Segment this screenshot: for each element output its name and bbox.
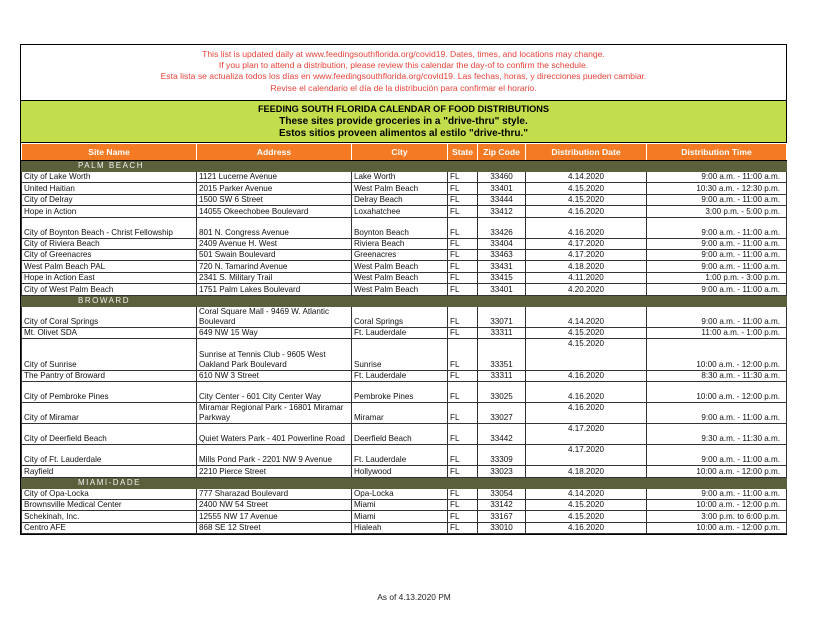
distribution-date-cell: 4.14.2020: [526, 306, 647, 327]
distribution-date-cell: 4.15.2020: [526, 183, 647, 194]
distribution-table: [21, 143, 787, 534]
site-name-cell: Brownsville Medical Center: [22, 500, 197, 511]
address-cell: 501 Swain Boulevard: [197, 249, 352, 260]
site-name-cell: Hope in Action East: [22, 272, 197, 283]
city-cell: Miami: [352, 511, 448, 522]
address-cell: 2341 S. Military Trail: [197, 272, 352, 283]
distribution-time-cell: 9:00 a.m. - 11:00 a.m.: [647, 445, 787, 466]
zip-code-cell: 33463: [478, 249, 526, 260]
distribution-time-cell: 1:00 p.m. - 3:00 p.m.: [647, 272, 787, 283]
distribution-date-cell: 4.20.2020: [526, 284, 647, 295]
column-header-site-name: Site Name: [22, 144, 197, 161]
region-label: BROWARD: [22, 295, 787, 306]
state-cell: FL: [448, 172, 478, 183]
distribution-date-cell: 4.11.2020: [526, 272, 647, 283]
zip-code-cell: 33412: [478, 206, 526, 217]
state-cell: FL: [448, 217, 478, 238]
state-cell: FL: [448, 522, 478, 533]
distribution-time-cell: 9:30 a.m. - 11:30 a.m.: [647, 424, 787, 445]
site-name-cell: Schekinah, Inc.: [22, 511, 197, 522]
site-name-cell: City of Riviera Beach: [22, 238, 197, 249]
city-cell: Ft. Lauderdale: [352, 327, 448, 338]
distribution-time-cell: 10:00 a.m. - 12:00 p.m.: [647, 382, 787, 403]
zip-code-cell: 33309: [478, 445, 526, 466]
table-row: [22, 306, 787, 327]
city-cell: West Palm Beach: [352, 183, 448, 194]
column-header-state: State: [448, 144, 478, 161]
city-cell: West Palm Beach: [352, 284, 448, 295]
column-header-distribution-time: Distribution Time: [647, 144, 787, 161]
city-cell: Miramar: [352, 403, 448, 424]
distribution-time-cell: 9:00 a.m. - 11:00 a.m.: [647, 249, 787, 260]
table-row: [22, 466, 787, 477]
table-row: [22, 249, 787, 260]
column-header-distribution-date: Distribution Date: [526, 144, 647, 161]
distribution-date-cell: 4.15.2020: [526, 511, 647, 522]
calendar-subtitle-es: Estos sitios proveen alimentos al estilo "drive-thru.": [279, 128, 528, 140]
address-cell: 610 NW 3 Street: [197, 370, 352, 381]
distribution-time-cell: 9:00 a.m. - 11:00 a.m.: [647, 403, 787, 424]
site-name-cell: Mt. Olivet SDA: [22, 327, 197, 338]
distribution-time-cell: 11:00 a.m. - 1:00 p.m.: [647, 327, 787, 338]
distribution-time-cell: 10:30 a.m. - 12:30 p.m.: [647, 183, 787, 194]
distribution-time-cell: 10:00 a.m. - 12:00 p.m.: [647, 338, 787, 370]
address-cell: 868 SE 12 Street: [197, 522, 352, 533]
state-cell: FL: [448, 183, 478, 194]
table-row: [22, 206, 787, 217]
state-cell: FL: [448, 488, 478, 499]
distribution-time-cell: 9:00 a.m. - 11:00 a.m.: [647, 238, 787, 249]
city-cell: Opa-Locka: [352, 488, 448, 499]
city-cell: Sunrise: [352, 338, 448, 370]
address-cell: Coral Square Mall - 9469 W. Atlantic Boulevard: [197, 306, 352, 327]
table-body: [22, 161, 787, 534]
state-cell: FL: [448, 338, 478, 370]
address-cell: 12555 NW 17 Avenue: [197, 511, 352, 522]
distribution-date-cell: 4.16.2020: [526, 217, 647, 238]
table-row: [22, 183, 787, 194]
site-name-cell: Rayfield: [22, 466, 197, 477]
table-row: [22, 172, 787, 183]
table-row: [22, 370, 787, 381]
distribution-date-cell: 4.18.2020: [526, 261, 647, 272]
city-cell: Deerfield Beach: [352, 424, 448, 445]
distribution-time-cell: 10:00 a.m. - 12:00 p.m.: [647, 500, 787, 511]
address-cell: 649 NW 15 Way: [197, 327, 352, 338]
zip-code-cell: 33426: [478, 217, 526, 238]
address-cell: Quiet Waters Park - 401 Powerline Road: [197, 424, 352, 445]
zip-code-cell: 33027: [478, 403, 526, 424]
state-cell: FL: [448, 327, 478, 338]
zip-code-cell: 33460: [478, 172, 526, 183]
state-cell: FL: [448, 306, 478, 327]
zip-code-cell: 33311: [478, 370, 526, 381]
zip-code-cell: 33311: [478, 327, 526, 338]
distribution-date-cell: 4.16.2020: [526, 522, 647, 533]
table-row: [22, 327, 787, 338]
zip-code-cell: 33401: [478, 284, 526, 295]
update-notice: [21, 45, 786, 101]
state-cell: FL: [448, 261, 478, 272]
address-cell: 2210 Pierce Street: [197, 466, 352, 477]
distribution-date-cell: 4.17.2020: [526, 238, 647, 249]
site-name-cell: City of Opa-Locka: [22, 488, 197, 499]
address-cell: 801 N. Congress Avenue: [197, 217, 352, 238]
address-cell: 1121 Lucerne Avenue: [197, 172, 352, 183]
state-cell: FL: [448, 370, 478, 381]
table-row: [22, 522, 787, 533]
distribution-time-cell: 10:00 a.m. - 12:00 p.m.: [647, 466, 787, 477]
state-cell: FL: [448, 194, 478, 205]
table-header-row: [22, 144, 787, 161]
city-cell: Hollywood: [352, 466, 448, 477]
zip-code-cell: 33431: [478, 261, 526, 272]
region-label: PALM BEACH: [22, 161, 787, 172]
city-cell: West Palm Beach: [352, 272, 448, 283]
distribution-date-cell: 4.15.2020: [526, 327, 647, 338]
table-row: [22, 500, 787, 511]
address-cell: Sunrise at Tennis Club - 9605 West Oakland Park Boulevard: [197, 338, 352, 370]
site-name-cell: City of Pembroke Pines: [22, 382, 197, 403]
distribution-date-cell: 4.18.2020: [526, 466, 647, 477]
address-cell: 2400 NW 54 Street: [197, 500, 352, 511]
table-row: [22, 338, 787, 370]
address-cell: Mills Pond Park - 2201 NW 9 Avenue: [197, 445, 352, 466]
distribution-date-cell: 4.17.2020: [526, 249, 647, 260]
city-cell: Lake Worth: [352, 172, 448, 183]
zip-code-cell: 33071: [478, 306, 526, 327]
city-cell: Miami: [352, 500, 448, 511]
distribution-date-cell: 4.17.2020: [526, 424, 647, 445]
zip-code-cell: 33142: [478, 500, 526, 511]
distribution-time-cell: 9:00 a.m. - 11:00 a.m.: [647, 194, 787, 205]
site-name-cell: City of Sunrise: [22, 338, 197, 370]
site-name-cell: City of Greenacres: [22, 249, 197, 260]
table-row: [22, 238, 787, 249]
address-cell: 720 N. Tamarind Avenue: [197, 261, 352, 272]
distribution-date-cell: 4.17.2020: [526, 445, 647, 466]
site-name-cell: City of West Palm Beach: [22, 284, 197, 295]
address-cell: 2015 Parker Avenue: [197, 183, 352, 194]
city-cell: Loxahatchee: [352, 206, 448, 217]
city-cell: Riviera Beach: [352, 238, 448, 249]
zip-code-cell: 33442: [478, 424, 526, 445]
state-cell: FL: [448, 511, 478, 522]
site-name-cell: Centro AFE: [22, 522, 197, 533]
city-cell: Coral Springs: [352, 306, 448, 327]
address-cell: 777 Sharazad Boulevard: [197, 488, 352, 499]
distribution-time-cell: 9:00 a.m. - 11:00 a.m.: [647, 488, 787, 499]
zip-code-cell: 33010: [478, 522, 526, 533]
column-header-address: Address: [197, 144, 352, 161]
address-cell: City Center - 601 City Center Way: [197, 382, 352, 403]
site-name-cell: City of Boynton Beach - Christ Fellowship: [22, 217, 197, 238]
distribution-date-cell: 4.15.2020: [526, 194, 647, 205]
distribution-time-cell: 9:00 a.m. - 11:00 a.m.: [647, 217, 787, 238]
region-row: [22, 161, 787, 172]
zip-code-cell: 33054: [478, 488, 526, 499]
notice-line: If you plan to attend a distribution, please review this calendar the day-of to confirm the schedule.: [218, 60, 589, 71]
as-of-footer: As of 4.13.2020 PM: [377, 592, 451, 602]
distribution-calendar-sheet: [20, 44, 787, 535]
zip-code-cell: 33401: [478, 183, 526, 194]
table-row: [22, 284, 787, 295]
site-name-cell: City of Delray: [22, 194, 197, 205]
distribution-date-cell: 4.16.2020: [526, 206, 647, 217]
state-cell: FL: [448, 403, 478, 424]
region-row: [22, 295, 787, 306]
state-cell: FL: [448, 445, 478, 466]
table-row: [22, 511, 787, 522]
notice-line: This list is updated daily at www.feedingsouthflorida.org/covid19. Dates, times, and locations may change.: [202, 49, 605, 59]
distribution-date-cell: 4.14.2020: [526, 488, 647, 499]
table-row: [22, 217, 787, 238]
city-cell: Boynton Beach: [352, 217, 448, 238]
column-header-city: City: [352, 144, 448, 161]
distribution-date-cell: 4.16.2020: [526, 403, 647, 424]
calendar-banner: [21, 101, 786, 143]
distribution-time-cell: 3:00 p.m. to 6:00 p.m.: [647, 511, 787, 522]
table-row: [22, 194, 787, 205]
site-name-cell: Hope in Action: [22, 206, 197, 217]
city-cell: West Palm Beach: [352, 261, 448, 272]
address-cell: 1500 SW 6 Street: [197, 194, 352, 205]
notice-line: Esta lista se actualiza todos los días en www.feedingsouthflorida.org/covid19. Las fechas, horas, y direcciones pueden cambiar.: [160, 71, 647, 82]
site-name-cell: City of Coral Springs: [22, 306, 197, 327]
distribution-date-cell: 4.16.2020: [526, 370, 647, 381]
state-cell: FL: [448, 424, 478, 445]
city-cell: Ft. Lauderdale: [352, 445, 448, 466]
distribution-time-cell: 8:30 a.m. - 11:30 a.m.: [647, 370, 787, 381]
state-cell: FL: [448, 466, 478, 477]
city-cell: Greenacres: [352, 249, 448, 260]
distribution-time-cell: 9:00 a.m. - 11:00 a.m.: [647, 284, 787, 295]
zip-code-cell: 33351: [478, 338, 526, 370]
table-row: [22, 382, 787, 403]
site-name-cell: West Palm Beach PAL: [22, 261, 197, 272]
address-cell: Miramar Regional Park - 16801 Miramar Parkway: [197, 403, 352, 424]
table-row: [22, 488, 787, 499]
zip-code-cell: 33167: [478, 511, 526, 522]
address-cell: 14055 Okeechobee Boulevard: [197, 206, 352, 217]
column-header-zip-code: Zip Code: [478, 144, 526, 161]
zip-code-cell: 33415: [478, 272, 526, 283]
state-cell: FL: [448, 206, 478, 217]
address-cell: 1751 Palm Lakes Boulevard: [197, 284, 352, 295]
state-cell: FL: [448, 382, 478, 403]
zip-code-cell: 33025: [478, 382, 526, 403]
site-name-cell: The Pantry of Broward: [22, 370, 197, 381]
state-cell: FL: [448, 238, 478, 249]
state-cell: FL: [448, 272, 478, 283]
notice-line: Revise el calendario el día de la distribución para confirmar el horario.: [270, 82, 537, 93]
site-name-cell: United Haitian: [22, 183, 197, 194]
calendar-title: FEEDING SOUTH FLORIDA CALENDAR OF FOOD DISTRIBUTIONS: [257, 104, 550, 114]
distribution-time-cell: 9:00 a.m. - 11:00 a.m.: [647, 172, 787, 183]
region-row: [22, 477, 787, 488]
distribution-date-cell: 4.14.2020: [526, 172, 647, 183]
table-row: [22, 424, 787, 445]
distribution-time-cell: 3:00 p.m. - 5:00 p.m.: [647, 206, 787, 217]
state-cell: FL: [448, 500, 478, 511]
distribution-date-cell: 4.15.2020: [526, 500, 647, 511]
state-cell: FL: [448, 284, 478, 295]
zip-code-cell: 33444: [478, 194, 526, 205]
distribution-date-cell: 4.15.2020: [526, 338, 647, 370]
city-cell: Delray Beach: [352, 194, 448, 205]
site-name-cell: City of Deerfield Beach: [22, 424, 197, 445]
city-cell: Pembroke Pines: [352, 382, 448, 403]
distribution-time-cell: 9:00 a.m. - 11:00 a.m.: [647, 306, 787, 327]
region-label: MIAMI-DADE: [22, 477, 787, 488]
calendar-subtitle-en: These sites provide groceries in a "drive-thru" style.: [279, 115, 528, 127]
state-cell: FL: [448, 249, 478, 260]
address-cell: 2409 Avenue H. West: [197, 238, 352, 249]
table-row: [22, 445, 787, 466]
table-row: [22, 403, 787, 424]
zip-code-cell: 33404: [478, 238, 526, 249]
site-name-cell: City of Ft. Lauderdale: [22, 445, 197, 466]
zip-code-cell: 33023: [478, 466, 526, 477]
table-row: [22, 272, 787, 283]
city-cell: Hialeah: [352, 522, 448, 533]
distribution-time-cell: 9:00 a.m. - 11:00 a.m.: [647, 261, 787, 272]
city-cell: Ft. Lauderdale: [352, 370, 448, 381]
distribution-time-cell: 10:00 a.m. - 12:00 p.m.: [647, 522, 787, 533]
site-name-cell: City of Miramar: [22, 403, 197, 424]
site-name-cell: City of Lake Worth: [22, 172, 197, 183]
distribution-date-cell: 4.16.2020: [526, 382, 647, 403]
table-row: [22, 261, 787, 272]
